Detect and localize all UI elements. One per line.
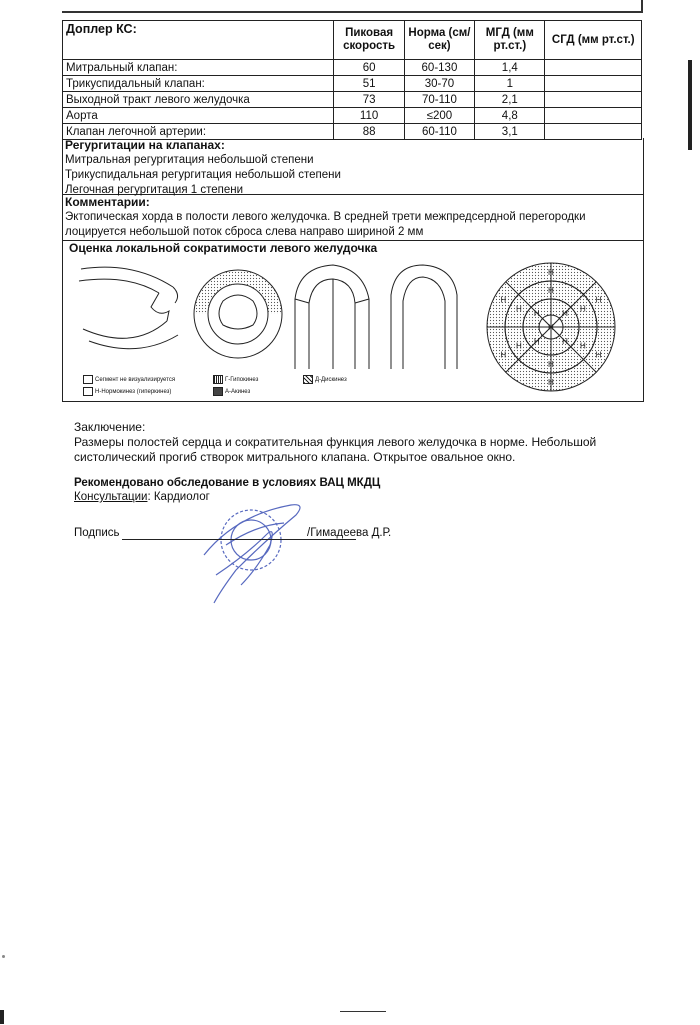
comment-line: лоцируется небольшой поток сброса слева направо шириной 2 мм — [65, 226, 424, 238]
row-sgd — [545, 76, 642, 92]
row-norm: 30-70 — [404, 76, 474, 92]
regurgitation-line: Легочная регургитация 1 степени — [65, 184, 244, 196]
legend-swatch — [83, 375, 93, 384]
segment-mark: Н — [595, 295, 602, 305]
segment-mark: Н — [580, 341, 586, 351]
doppler-title: Доплер КС: — [63, 21, 334, 60]
legend-label: Сегмент не визуализируется — [95, 377, 176, 383]
row-mgd: 1 — [475, 76, 545, 92]
legend-dyskinesis — [303, 373, 347, 388]
doppler-header-row — [63, 21, 642, 60]
legend-label: А-Акинез — [225, 389, 251, 395]
row-mgd: 3,1 — [475, 124, 545, 140]
legend-label: Н-Нормокинез (гиперкинез) — [95, 389, 172, 395]
row-mgd: 1,4 — [475, 60, 545, 76]
segment-mark: Н — [562, 308, 568, 318]
comments-title: Комментарии: — [65, 195, 150, 209]
segment-mark: Н — [548, 268, 554, 277]
header-norm: Норма (см/сек) — [404, 21, 474, 60]
legend-label: Д-Дискинез — [315, 377, 347, 383]
legend-swatch — [83, 387, 93, 396]
signature-underline — [122, 539, 356, 540]
signature-stamp — [196, 495, 326, 610]
row-peak: 73 — [334, 92, 404, 108]
legend-akinesis — [213, 385, 250, 400]
segment-mark: Н — [548, 286, 554, 295]
scan-artifact — [2, 955, 5, 958]
row-peak: 51 — [334, 76, 404, 92]
consult-label: Консультации — [74, 491, 148, 503]
header-sgd: СГД (мм рт.ст.) — [545, 21, 642, 60]
segment-mark: Н — [562, 337, 568, 347]
short-axis-view — [194, 270, 282, 358]
conclusion-line: Размеры полостей сердца и сократительная функция левого желудочка в норме. Небольшой — [74, 435, 597, 449]
table-row — [63, 108, 642, 124]
signature-line — [74, 527, 454, 539]
regurgitation-title: Регургитации на клапанах: — [65, 138, 225, 152]
scan-artifact — [688, 60, 692, 150]
row-peak: 110 — [334, 108, 404, 124]
segment-mark: Н — [516, 341, 522, 351]
row-norm: 60-130 — [404, 60, 474, 76]
legend-swatch — [213, 387, 223, 396]
segment-mark: Н — [516, 304, 522, 314]
segment-mark: Н — [533, 308, 540, 318]
wall-motion-section — [62, 241, 644, 402]
row-sgd — [545, 60, 642, 76]
conclusion-line: систолический прогиб створок митрального клапана. Открытое овальное окно. — [74, 450, 516, 464]
row-norm: 60-110 — [404, 124, 474, 140]
header-mgd: МГД (мм рт.ст.) — [475, 21, 545, 60]
conclusion-title: Заключение: — [74, 420, 146, 434]
wall-motion-title: Оценка локальной сократимости левого желудочка — [69, 241, 378, 255]
segment-mark: Н — [533, 337, 540, 347]
segment-mark: Н — [548, 323, 554, 332]
apical-view-1 — [295, 265, 369, 369]
table-row — [63, 76, 642, 92]
page-edge-line — [62, 11, 642, 13]
segment-mark: Н — [500, 295, 507, 305]
row-name: Митральный клапан: — [63, 60, 334, 76]
header-peak: Пиковая скорость — [334, 21, 404, 60]
regurgitation-line: Митральная регургитация небольшой степени — [65, 154, 314, 166]
doppler-table — [62, 20, 642, 140]
row-mgd: 4,8 — [475, 108, 545, 124]
segment-mark: Н — [548, 378, 554, 387]
legend-label: Г-Гипокинез — [225, 377, 259, 383]
legend-normokinesis — [83, 385, 171, 400]
comment-line: Эктопическая хорда в полости левого желудочка. В средней трети межпредсердной перегородки — [65, 211, 586, 223]
segment-mark: Н — [595, 350, 602, 360]
row-name: Трикуспидальный клапан: — [63, 76, 334, 92]
regurgitation-section — [62, 138, 644, 195]
row-peak: 60 — [334, 60, 404, 76]
row-name: Аорта — [63, 108, 334, 124]
segment-mark: Н — [580, 304, 586, 314]
row-peak: 88 — [334, 124, 404, 140]
consult-value: : Кардиолог — [147, 491, 210, 503]
table-row — [63, 60, 642, 76]
apical-view-2 — [391, 265, 457, 369]
long-axis-view — [79, 267, 178, 349]
row-norm: ≤200 — [404, 108, 474, 124]
row-name: Выходной тракт левого желудочка — [63, 92, 334, 108]
page-edge-line — [641, 0, 643, 13]
signer-name: /Гимадеева Д.Р. — [307, 527, 392, 539]
row-norm: 70-110 — [404, 92, 474, 108]
scan-artifact — [0, 1010, 4, 1024]
row-sgd — [545, 108, 642, 124]
table-row — [63, 92, 642, 108]
segment-mark: Н — [500, 350, 507, 360]
regurgitation-line: Трикуспидальная регургитация небольшой степени — [65, 169, 341, 181]
recommendation-text: Рекомендовано обследование в условиях ВАЦ МКДЦ — [74, 477, 381, 489]
row-name: Клапан легочной артерии: — [63, 124, 334, 140]
segment-mark: Н — [548, 360, 554, 369]
signature-label: Подпись — [74, 527, 120, 539]
row-mgd: 2,1 — [475, 92, 545, 108]
scan-artifact — [340, 1011, 386, 1012]
row-sgd — [545, 92, 642, 108]
comments-section — [62, 195, 644, 241]
legend-swatch — [303, 375, 313, 384]
conclusion-section — [74, 420, 614, 465]
legend-swatch — [213, 375, 223, 384]
